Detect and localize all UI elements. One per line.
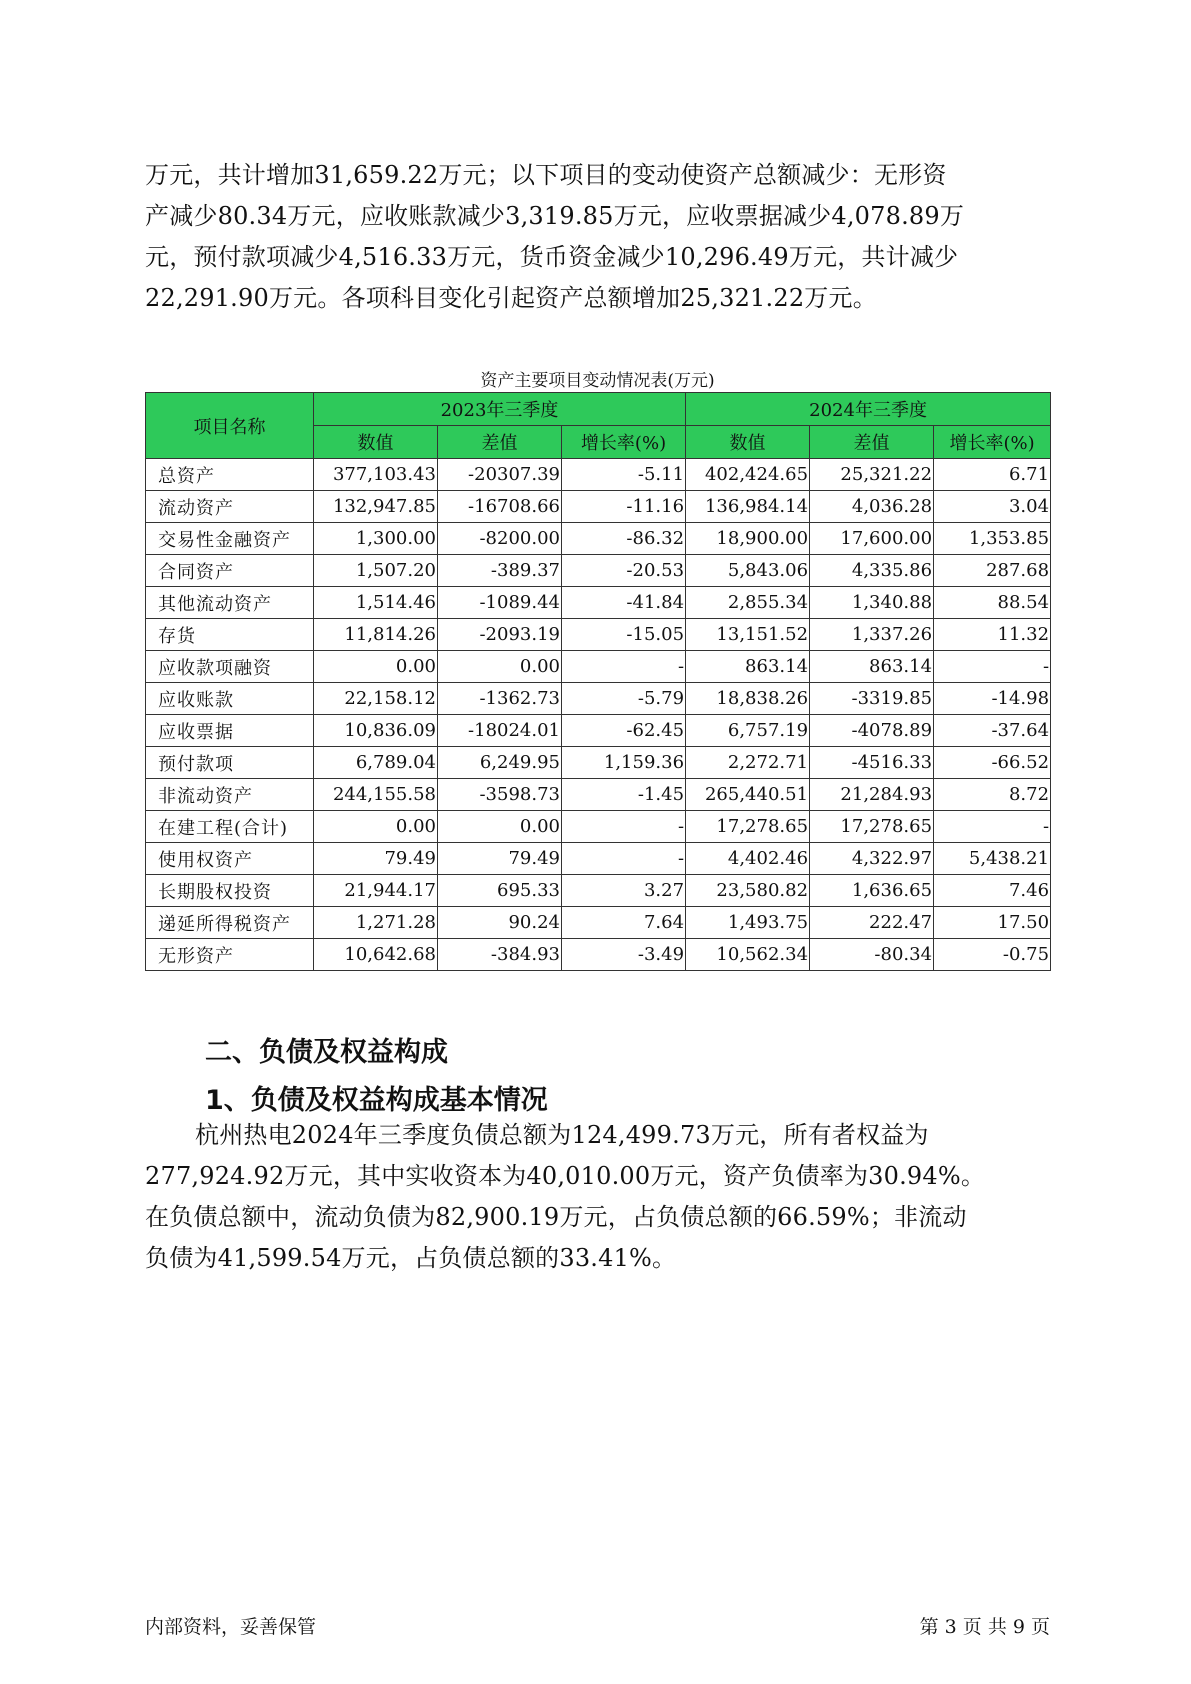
table-cell: 6,789.04 [314, 747, 438, 779]
table-cell: -5.79 [562, 683, 686, 715]
table-cell: 4,322.97 [810, 843, 934, 875]
table-cell: 132,947.85 [314, 491, 438, 523]
row-item-name: 应收款项融资 [146, 651, 314, 683]
table-cell: 287.68 [934, 555, 1051, 587]
table-cell: 244,155.58 [314, 779, 438, 811]
table-cell: -4078.89 [810, 715, 934, 747]
table-cell: 8.72 [934, 779, 1051, 811]
table-cell: 13,151.52 [686, 619, 810, 651]
subheader-value-2024: 数值 [686, 426, 810, 459]
table-cell: -41.84 [562, 587, 686, 619]
table-cell: - [562, 811, 686, 843]
table-cell: 21,284.93 [810, 779, 934, 811]
row-item-name: 使用权资产 [146, 843, 314, 875]
table-cell: 90.24 [438, 907, 562, 939]
table-row [146, 811, 1051, 843]
table-cell: 4,036.28 [810, 491, 934, 523]
table-cell: 1,300.00 [314, 523, 438, 555]
table-cell: 79.49 [438, 843, 562, 875]
table-cell: -16708.66 [438, 491, 562, 523]
subheader-growth-2023: 增长率(%) [562, 426, 686, 459]
table-cell: 1,340.88 [810, 587, 934, 619]
table-cell: 6.71 [934, 459, 1051, 491]
table-row [146, 555, 1051, 587]
table-cell: -11.16 [562, 491, 686, 523]
intro-paragraph [145, 155, 1050, 319]
table-cell: 10,836.09 [314, 715, 438, 747]
table-cell: 1,337.26 [810, 619, 934, 651]
table-cell: 4,335.86 [810, 555, 934, 587]
table-cell: - [562, 651, 686, 683]
paragraph-line: 产减少80.34万元，应收账款减少3,319.85万元，应收票据减少4,078.89万 [145, 202, 965, 230]
table-cell: -5.11 [562, 459, 686, 491]
table-row [146, 779, 1051, 811]
table-cell: -18024.01 [438, 715, 562, 747]
table-row [146, 715, 1051, 747]
paragraph-line: 负债为41,599.54万元，占负债总额的33.41%。 [145, 1244, 677, 1272]
subheader-diff-2023: 差值 [438, 426, 562, 459]
row-item-name: 总资产 [146, 459, 314, 491]
row-item-name: 其他流动资产 [146, 587, 314, 619]
table-cell: -20.53 [562, 555, 686, 587]
table-cell: 0.00 [438, 811, 562, 843]
row-item-name: 存货 [146, 619, 314, 651]
table-cell: 0.00 [438, 651, 562, 683]
paragraph-line: 在负债总额中，流动负债为82,900.19万元，占负债总额的66.59%；非流动 [145, 1203, 967, 1231]
footer-confidential-note: 内部资料，妥善保管 [145, 1616, 317, 1638]
header-group-2023: 2023年三季度 [314, 393, 686, 426]
table-cell: -2093.19 [438, 619, 562, 651]
table-cell: 23,580.82 [686, 875, 810, 907]
table-cell: 11,814.26 [314, 619, 438, 651]
table-cell: 5,843.06 [686, 555, 810, 587]
table-cell: 0.00 [314, 811, 438, 843]
row-item-name: 交易性金融资产 [146, 523, 314, 555]
table-cell: -86.32 [562, 523, 686, 555]
header-group-2024: 2024年三季度 [686, 393, 1051, 426]
footer-page-number: 第 3 页 共 9 页 [919, 1616, 1050, 1638]
table-cell: 79.49 [314, 843, 438, 875]
table-cell: 1,507.20 [314, 555, 438, 587]
table-cell: 7.64 [562, 907, 686, 939]
table-cell: 0.00 [314, 651, 438, 683]
table-caption: 资产主要项目变动情况表(万元) [480, 371, 715, 391]
table-cell: 2,855.34 [686, 587, 810, 619]
table-cell: 88.54 [934, 587, 1051, 619]
table-cell: 4,402.46 [686, 843, 810, 875]
row-item-name: 合同资产 [146, 555, 314, 587]
table-cell: 402,424.65 [686, 459, 810, 491]
subheader-value-2023: 数值 [314, 426, 438, 459]
paragraph-line: 277,924.92万元，其中实收资本为40,010.00万元，资产负债率为30.94%。 [145, 1162, 986, 1190]
table-cell: -3598.73 [438, 779, 562, 811]
table-cell: 1,514.46 [314, 587, 438, 619]
table-cell: -62.45 [562, 715, 686, 747]
table-cell: 863.14 [810, 651, 934, 683]
table-row [146, 843, 1051, 875]
table-cell: 6,249.95 [438, 747, 562, 779]
table-cell: 22,158.12 [314, 683, 438, 715]
row-item-name: 递延所得税资产 [146, 907, 314, 939]
table-cell: 1,353.85 [934, 523, 1051, 555]
table-row [146, 747, 1051, 779]
row-item-name: 应收账款 [146, 683, 314, 715]
table-cell: -20307.39 [438, 459, 562, 491]
table-row [146, 683, 1051, 715]
table-cell: 1,159.36 [562, 747, 686, 779]
subheader-growth-2024: 增长率(%) [934, 426, 1051, 459]
table-cell: 11.32 [934, 619, 1051, 651]
liability-paragraph [145, 1115, 1050, 1279]
table-cell: 3.04 [934, 491, 1051, 523]
table-cell: -389.37 [438, 555, 562, 587]
table-cell: 10,642.68 [314, 939, 438, 971]
table-cell: 18,838.26 [686, 683, 810, 715]
subsection-heading: 1、负债及权益构成基本情况 [205, 1085, 548, 1116]
table-cell: -384.93 [438, 939, 562, 971]
header-item-name: 项目名称 [146, 393, 314, 459]
table-cell: - [562, 843, 686, 875]
table-cell: -1362.73 [438, 683, 562, 715]
table-cell: -66.52 [934, 747, 1051, 779]
table-cell: 863.14 [686, 651, 810, 683]
row-item-name: 在建工程(合计) [146, 811, 314, 843]
table-cell: -4516.33 [810, 747, 934, 779]
paragraph-line: 22,291.90万元。各项科目变化引起资产总额增加25,321.22万元。 [145, 284, 877, 312]
table-cell: 21,944.17 [314, 875, 438, 907]
row-item-name: 无形资产 [146, 939, 314, 971]
table-cell: -14.98 [934, 683, 1051, 715]
table-cell: 25,321.22 [810, 459, 934, 491]
table-row [146, 939, 1051, 971]
table-cell: -3319.85 [810, 683, 934, 715]
table-cell: -1089.44 [438, 587, 562, 619]
table-cell: 17,278.65 [686, 811, 810, 843]
table-cell: - [934, 651, 1051, 683]
row-item-name: 长期股权投资 [146, 875, 314, 907]
row-item-name: 非流动资产 [146, 779, 314, 811]
table-row [146, 459, 1051, 491]
table-cell: 5,438.21 [934, 843, 1051, 875]
table-cell: 18,900.00 [686, 523, 810, 555]
table-cell: -0.75 [934, 939, 1051, 971]
table-row [146, 619, 1051, 651]
table-cell: -37.64 [934, 715, 1051, 747]
table-cell: 136,984.14 [686, 491, 810, 523]
paragraph-line: 万元，共计增加31,659.22万元；以下项目的变动使资产总额减少：无形资 [145, 161, 947, 189]
table-cell: 3.27 [562, 875, 686, 907]
table-cell: -15.05 [562, 619, 686, 651]
table-cell: -1.45 [562, 779, 686, 811]
table-row [146, 651, 1051, 683]
paragraph-line: 元，预付款项减少4,516.33万元，货币资金减少10,296.49万元，共计减少 [145, 243, 959, 271]
table-cell: -80.34 [810, 939, 934, 971]
subheader-diff-2024: 差值 [810, 426, 934, 459]
table-cell: 6,757.19 [686, 715, 810, 747]
table-cell: 377,103.43 [314, 459, 438, 491]
table-cell: 222.47 [810, 907, 934, 939]
table-cell: 1,271.28 [314, 907, 438, 939]
table-cell: -8200.00 [438, 523, 562, 555]
row-item-name: 流动资产 [146, 491, 314, 523]
table-cell: 10,562.34 [686, 939, 810, 971]
row-item-name: 应收票据 [146, 715, 314, 747]
table-cell: 1,493.75 [686, 907, 810, 939]
asset-change-table [145, 392, 1051, 971]
table-cell: - [934, 811, 1051, 843]
table-cell: 695.33 [438, 875, 562, 907]
table-row [146, 907, 1051, 939]
table-cell: 7.46 [934, 875, 1051, 907]
table-cell: 17.50 [934, 907, 1051, 939]
paragraph-line: 杭州热电2024年三季度负债总额为124,499.73万元，所有者权益为 [195, 1121, 929, 1149]
section-heading: 二、负债及权益构成 [205, 1037, 448, 1068]
table-cell: -3.49 [562, 939, 686, 971]
table-row [146, 491, 1051, 523]
table-cell: 17,278.65 [810, 811, 934, 843]
table-cell: 2,272.71 [686, 747, 810, 779]
table-row [146, 523, 1051, 555]
table-cell: 265,440.51 [686, 779, 810, 811]
table-cell: 1,636.65 [810, 875, 934, 907]
row-item-name: 预付款项 [146, 747, 314, 779]
table-row [146, 587, 1051, 619]
table-row [146, 875, 1051, 907]
table-cell: 17,600.00 [810, 523, 934, 555]
